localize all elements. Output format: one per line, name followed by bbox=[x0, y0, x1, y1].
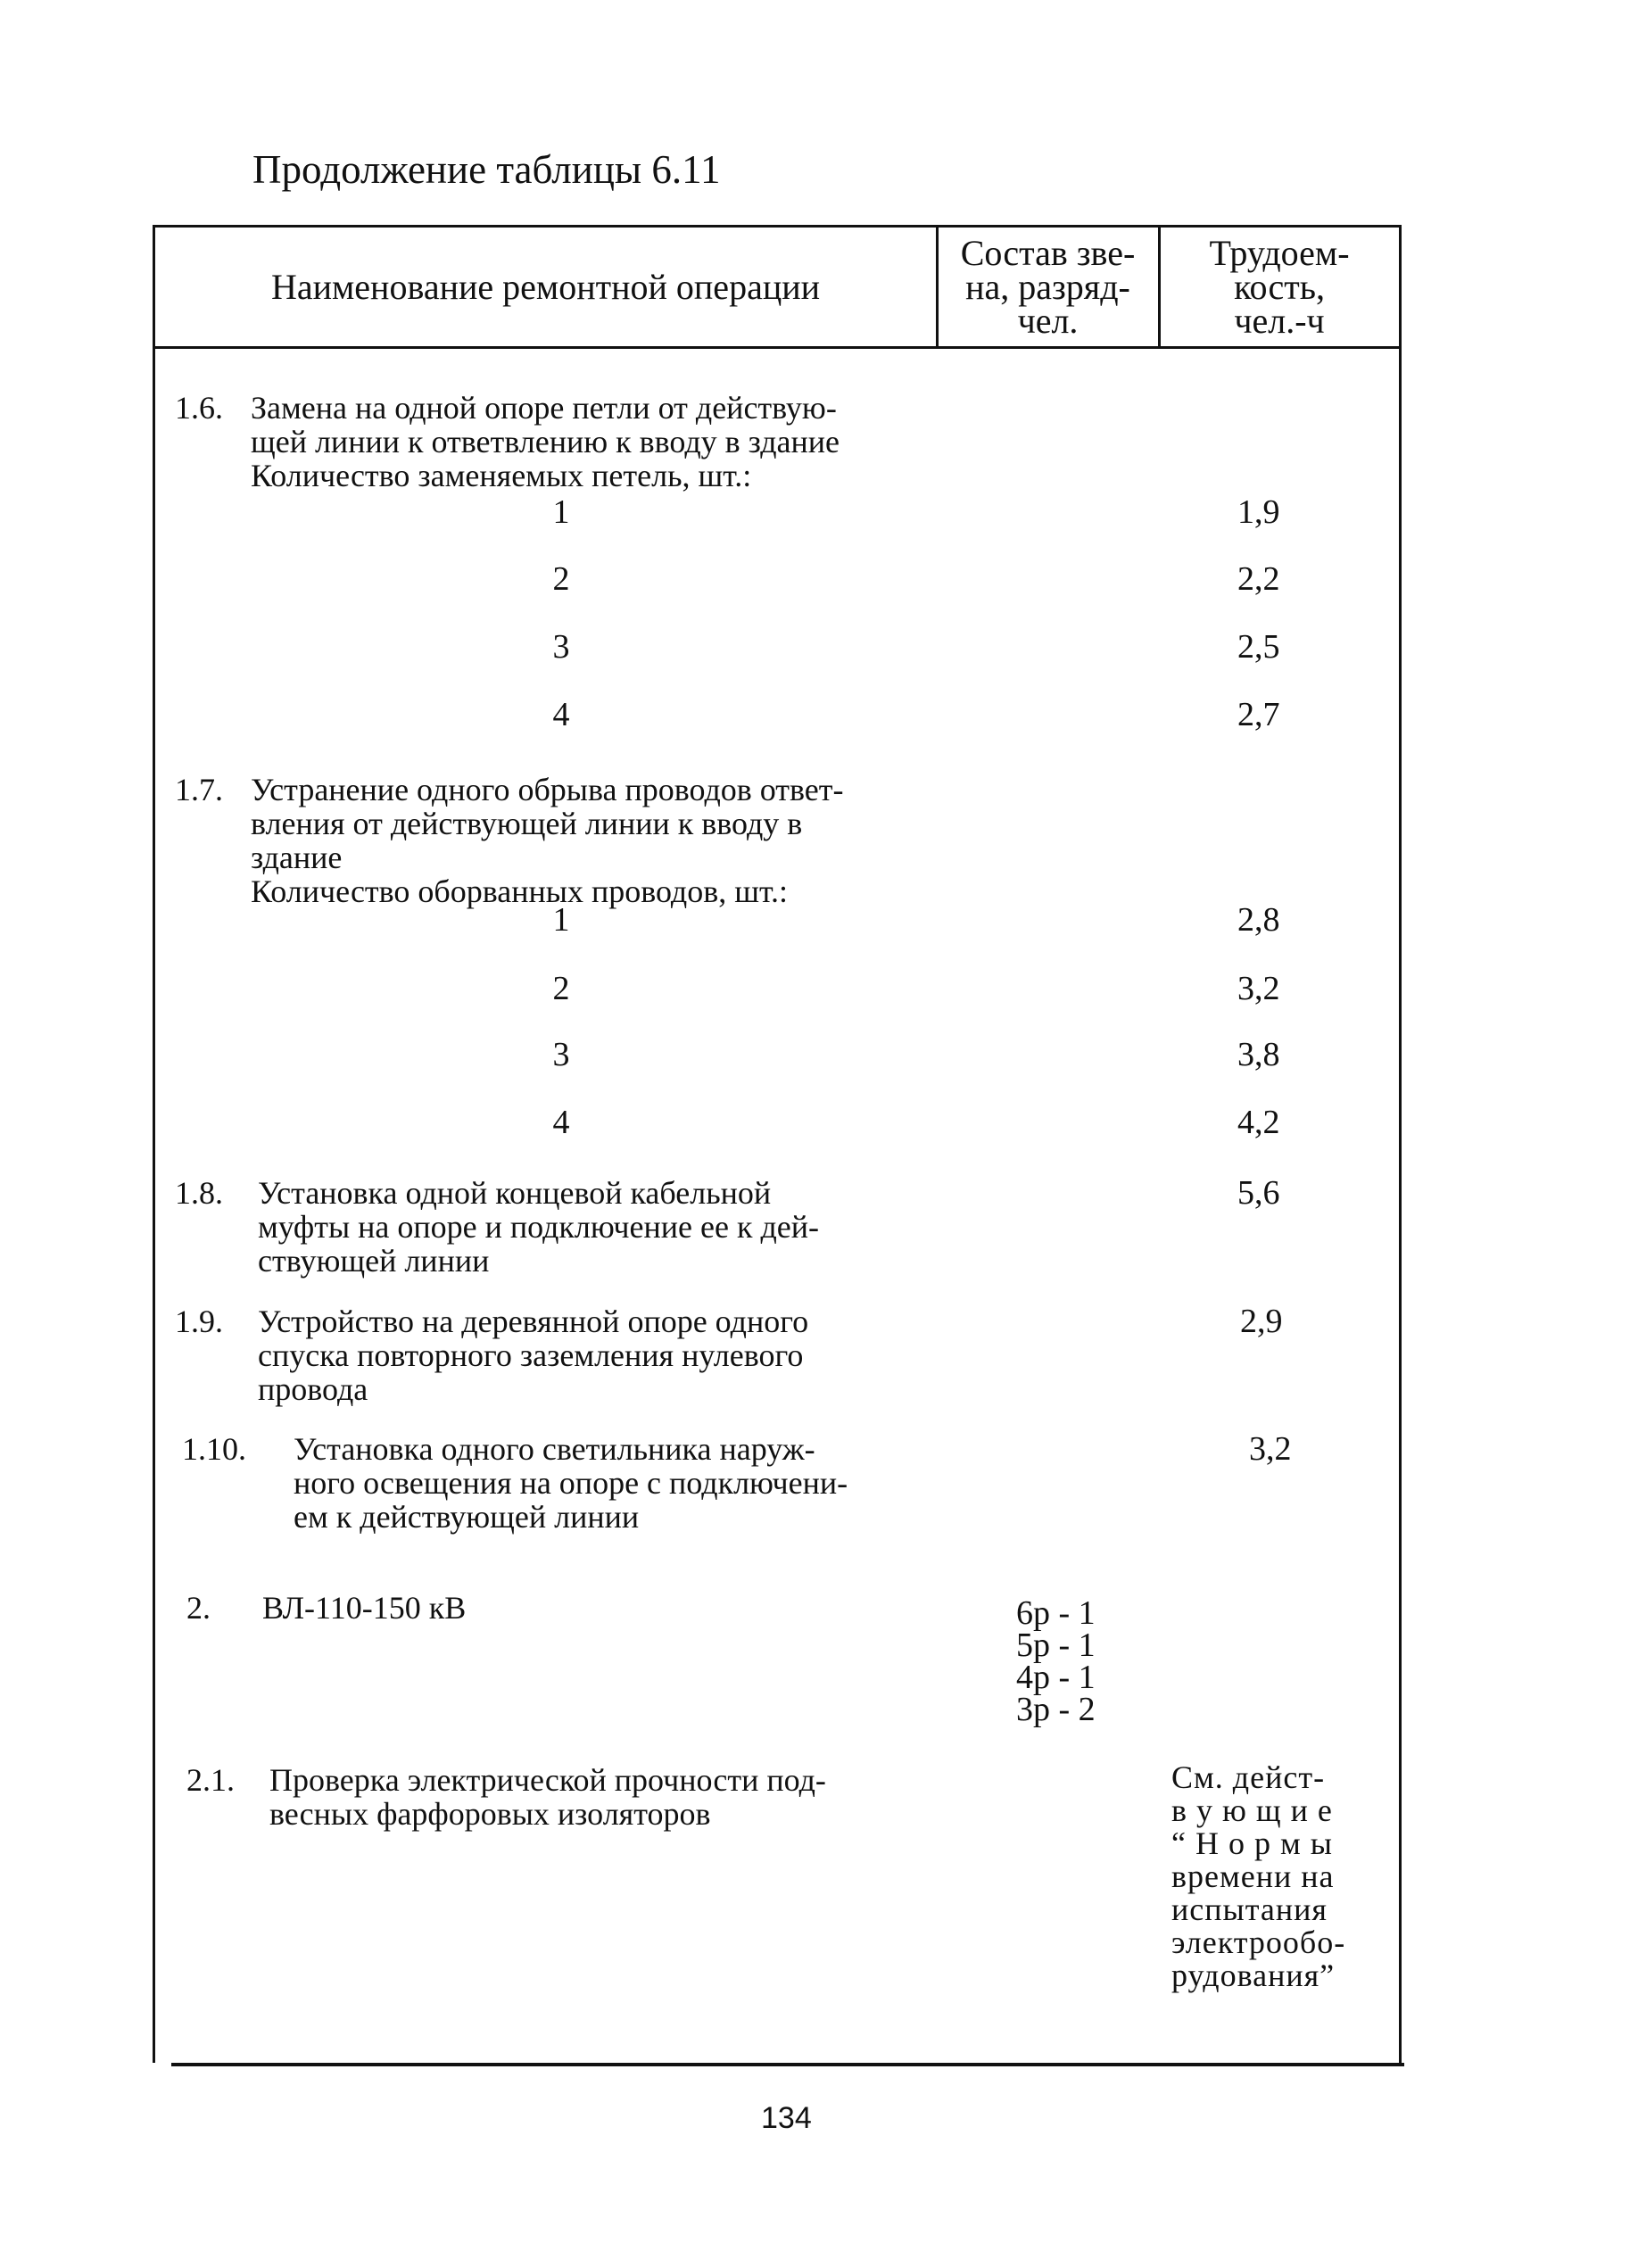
item-number: 1.8. bbox=[175, 1175, 223, 1211]
header-crew-line: Состав зве- bbox=[960, 232, 1136, 273]
item-number: 1.9. bbox=[175, 1304, 223, 1339]
quantity: 1 bbox=[552, 901, 570, 939]
crew-line: 6р - 1 bbox=[1016, 1594, 1096, 1632]
table-bottom-rule bbox=[171, 2063, 1404, 2066]
item-number: 1.10. bbox=[182, 1431, 246, 1467]
table-caption: Продолжение таблицы 6.11 bbox=[252, 147, 721, 192]
reference-note-line: электрообо- bbox=[1171, 1924, 1346, 1960]
quantity: 3 bbox=[552, 628, 570, 666]
item-text-line: Проверка электрической прочности под- bbox=[269, 1762, 826, 1798]
norms-table bbox=[153, 225, 1402, 2063]
item-text-line: Количество оборванных проводов, шт.: bbox=[251, 873, 788, 909]
item-text-line: провода bbox=[258, 1371, 368, 1407]
labor-value: 5,6 bbox=[1237, 1174, 1280, 1212]
labor-value: 2,2 bbox=[1237, 560, 1280, 598]
labor-value: 3,8 bbox=[1237, 1036, 1280, 1073]
header-crew bbox=[939, 228, 1157, 346]
header-operation-name: Наименование ремонтной операции bbox=[270, 266, 821, 307]
quantity: 2 bbox=[552, 970, 570, 1007]
labor-value: 3,2 bbox=[1249, 1430, 1292, 1468]
header-bottom-rule bbox=[155, 346, 1399, 349]
quantity: 3 bbox=[552, 1036, 570, 1073]
item-text-line: ВЛ-110-150 кВ bbox=[262, 1590, 467, 1626]
header-labor bbox=[1161, 228, 1398, 346]
reference-note-line: рудования” bbox=[1171, 1958, 1336, 1993]
header-labor-line: чел.-ч bbox=[1234, 300, 1325, 341]
item-number: 1.6. bbox=[175, 390, 223, 426]
item-text-line: Установка одного светильника наруж- bbox=[294, 1431, 815, 1467]
labor-value: 2,9 bbox=[1240, 1303, 1283, 1340]
labor-value: 2,8 bbox=[1237, 901, 1280, 939]
header-crew-line: на, разряд- bbox=[965, 266, 1130, 307]
labor-value: 1,9 bbox=[1237, 493, 1280, 531]
item-text-line: ем к действующей линии bbox=[294, 1499, 640, 1535]
reference-note-line: испытания bbox=[1171, 1891, 1328, 1927]
item-text-line: Установка одной концевой кабельной bbox=[258, 1175, 772, 1211]
quantity: 2 bbox=[552, 560, 570, 598]
header-labor-line: кость, bbox=[1234, 266, 1325, 307]
item-text-line: вления от действующей линии к вводу в bbox=[251, 806, 803, 841]
item-text-line: ствующей линии bbox=[258, 1243, 490, 1279]
item-number: 2. bbox=[186, 1590, 211, 1626]
reference-note-line: времени на bbox=[1171, 1858, 1335, 1894]
quantity: 4 bbox=[552, 1104, 570, 1141]
item-text-line: щей линии к ответвлению к вводу в здание bbox=[251, 424, 840, 459]
labor-value: 4,2 bbox=[1237, 1104, 1280, 1141]
header-crew-line: чел. bbox=[1017, 300, 1079, 341]
reference-note-line: “ Н о р м ы bbox=[1171, 1825, 1333, 1861]
quantity: 4 bbox=[552, 696, 570, 733]
labor-value: 2,5 bbox=[1237, 628, 1280, 666]
labor-value: 3,2 bbox=[1237, 970, 1280, 1007]
item-text-line: Устранение одного обрыва проводов ответ- bbox=[251, 772, 844, 807]
item-text-line: Количество заменяемых петель, шт.: bbox=[251, 458, 752, 493]
item-number: 1.7. bbox=[175, 772, 223, 807]
item-text-line: весных фарфоровых изоляторов bbox=[269, 1796, 711, 1832]
item-text-line: ного освещения на опоре с подключени- bbox=[294, 1465, 848, 1501]
crew-line: 4р - 1 bbox=[1016, 1659, 1096, 1696]
item-text-line: Замена на одной опоре петли от действую- bbox=[251, 390, 837, 426]
item-number: 2.1. bbox=[186, 1762, 235, 1798]
item-text-line: спуска повторного заземления нулевого bbox=[258, 1337, 804, 1373]
header-labor-line: Трудоем- bbox=[1209, 232, 1350, 273]
item-text-line: здание bbox=[251, 840, 343, 875]
item-text-line: муфты на опоре и подключение ее к дей- bbox=[258, 1209, 819, 1245]
crew-line: 3р - 2 bbox=[1016, 1691, 1096, 1728]
quantity: 1 bbox=[552, 493, 570, 531]
page-number: 134 bbox=[761, 2101, 812, 2135]
reference-note-line: в у ю щ и е bbox=[1171, 1792, 1333, 1828]
labor-value: 2,7 bbox=[1237, 696, 1280, 733]
crew-line: 5р - 1 bbox=[1016, 1627, 1096, 1664]
item-text-line: Устройство на деревянной опоре одного bbox=[258, 1304, 809, 1339]
reference-note-line: См. дейст- bbox=[1171, 1759, 1326, 1795]
